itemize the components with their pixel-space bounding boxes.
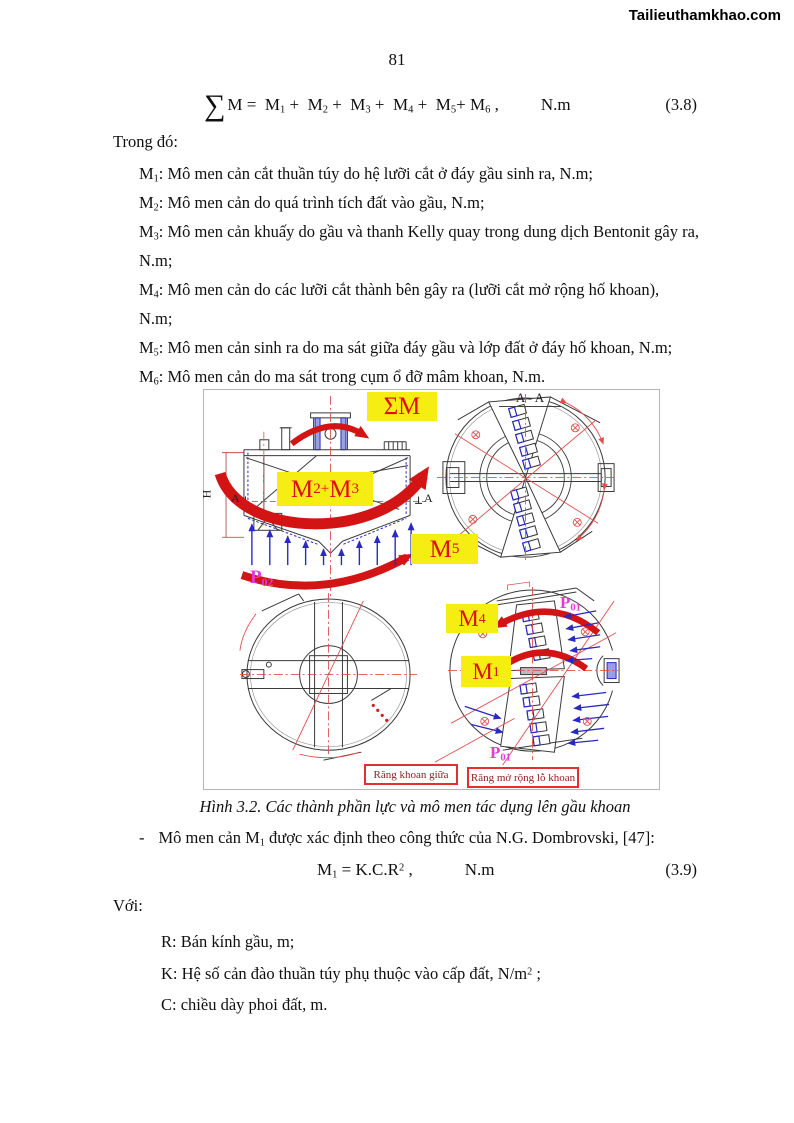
height-dimension-label: H [199, 489, 214, 499]
bullet-dash: - [139, 828, 145, 847]
technical-drawing [204, 390, 659, 789]
equation-3-8-unit: N.m [540, 95, 571, 114]
kcr-definition-line: K: Hệ số cản đào thuần túy phụ thuộc vào cấp đất, $N/m^2$ ; [161, 963, 541, 983]
sum-moment-label: ΣM [367, 392, 437, 421]
m1-formula-intro [139, 828, 655, 848]
site-watermark: Tailieuthamkhao.com [628, 7, 781, 24]
moment-definition-line: $M_3$: Mô men cản khuấy do gầu và thanh Kelly quay trong dung dịch Bentonit gây ra, [139, 222, 700, 243]
moment-definition-line: $M_2$: Mô men cản do quá trình tích đất vào gầu, N.m; [139, 193, 485, 214]
figure-3-2 [199, 389, 660, 790]
m2-m3-label: M 2+ M 3 [277, 472, 373, 506]
bottom-view-annotations [240, 593, 417, 758]
m4-label: M 4 [446, 604, 498, 633]
kcr-definition-line: R: Bán kính gầu, m; [161, 932, 295, 951]
sum-symbol: ∑ [204, 89, 226, 122]
p02-force-label: $P_{02}$ [250, 567, 274, 589]
figure-caption: Hình 3.2. Các thành phần lực và mô men tác dụng lên gầu khoan [199, 797, 631, 816]
p01-force-label-top: $P_{01}$ [560, 593, 581, 614]
equation-3-8-body: $M = M_1 + M_2 + M_3 + M_4 + M_5+ M_6$ , [227, 95, 499, 116]
m1-formula-intro-text: Mô men cản $M_1$ được xác định theo công thức của N.G. Dombrovski, [47]: [158, 828, 655, 849]
callout-reamer-teeth: Răng mở rộng lỗ khoan [467, 767, 579, 788]
callout-center-teeth: Răng khoan giữa [364, 764, 458, 785]
moment-definition-line: N.m; [139, 309, 173, 328]
intro-label: Trong đó: [113, 132, 178, 151]
kcr-definition-line: C: chiều dày phoi đất, m. [161, 995, 328, 1014]
equation-3-9-unit: N.m [464, 860, 495, 879]
moment-definition-line: $M_5$: Mô men cản sinh ra do ma sát giữa đáy gầu và lớp đất ở đáy hố khoan, N.m; [139, 338, 673, 359]
m5-label: M 5 [411, 534, 478, 564]
kcr-definition-list [161, 926, 541, 1021]
equation-3-9-body: $M_1 = K.C.R^2$ , [317, 860, 413, 881]
p01-force-label-bottom: $P_{01}$ [490, 743, 511, 764]
section-aa-title: A - A [499, 391, 561, 407]
moment-definition-line: $M_4$: Mô men cản do các lưỡi cắt thành bên gây ra (lưỡi cắt mở rộng hố khoan), [139, 280, 660, 301]
page-number: 81 [388, 50, 406, 69]
equation-3-9 [317, 860, 697, 880]
with-label: Với: [113, 896, 143, 915]
moment-definition-line: $M_1$: Mô men cản cắt thuần túy do hệ lưỡi cắt ở đáy gầu sinh ra, N.m; [139, 164, 593, 185]
moment-definition-line: N.m; [139, 251, 173, 270]
equation-3-8-number: (3.8) [665, 95, 697, 114]
section-mark-a-right: A [424, 491, 433, 505]
moment-definition-list [139, 159, 699, 391]
equation-3-9-number: (3.9) [665, 860, 697, 879]
equation-3-8 [204, 90, 697, 120]
m1-label: M 1 [461, 656, 511, 687]
moment-definition-line: $M_6$: Mô men cản do ma sát trong cụm ổ đỡ mâm khoan, N.m. [139, 367, 546, 388]
section-mark-a-left: A [231, 491, 240, 505]
bottom-view [242, 594, 410, 760]
